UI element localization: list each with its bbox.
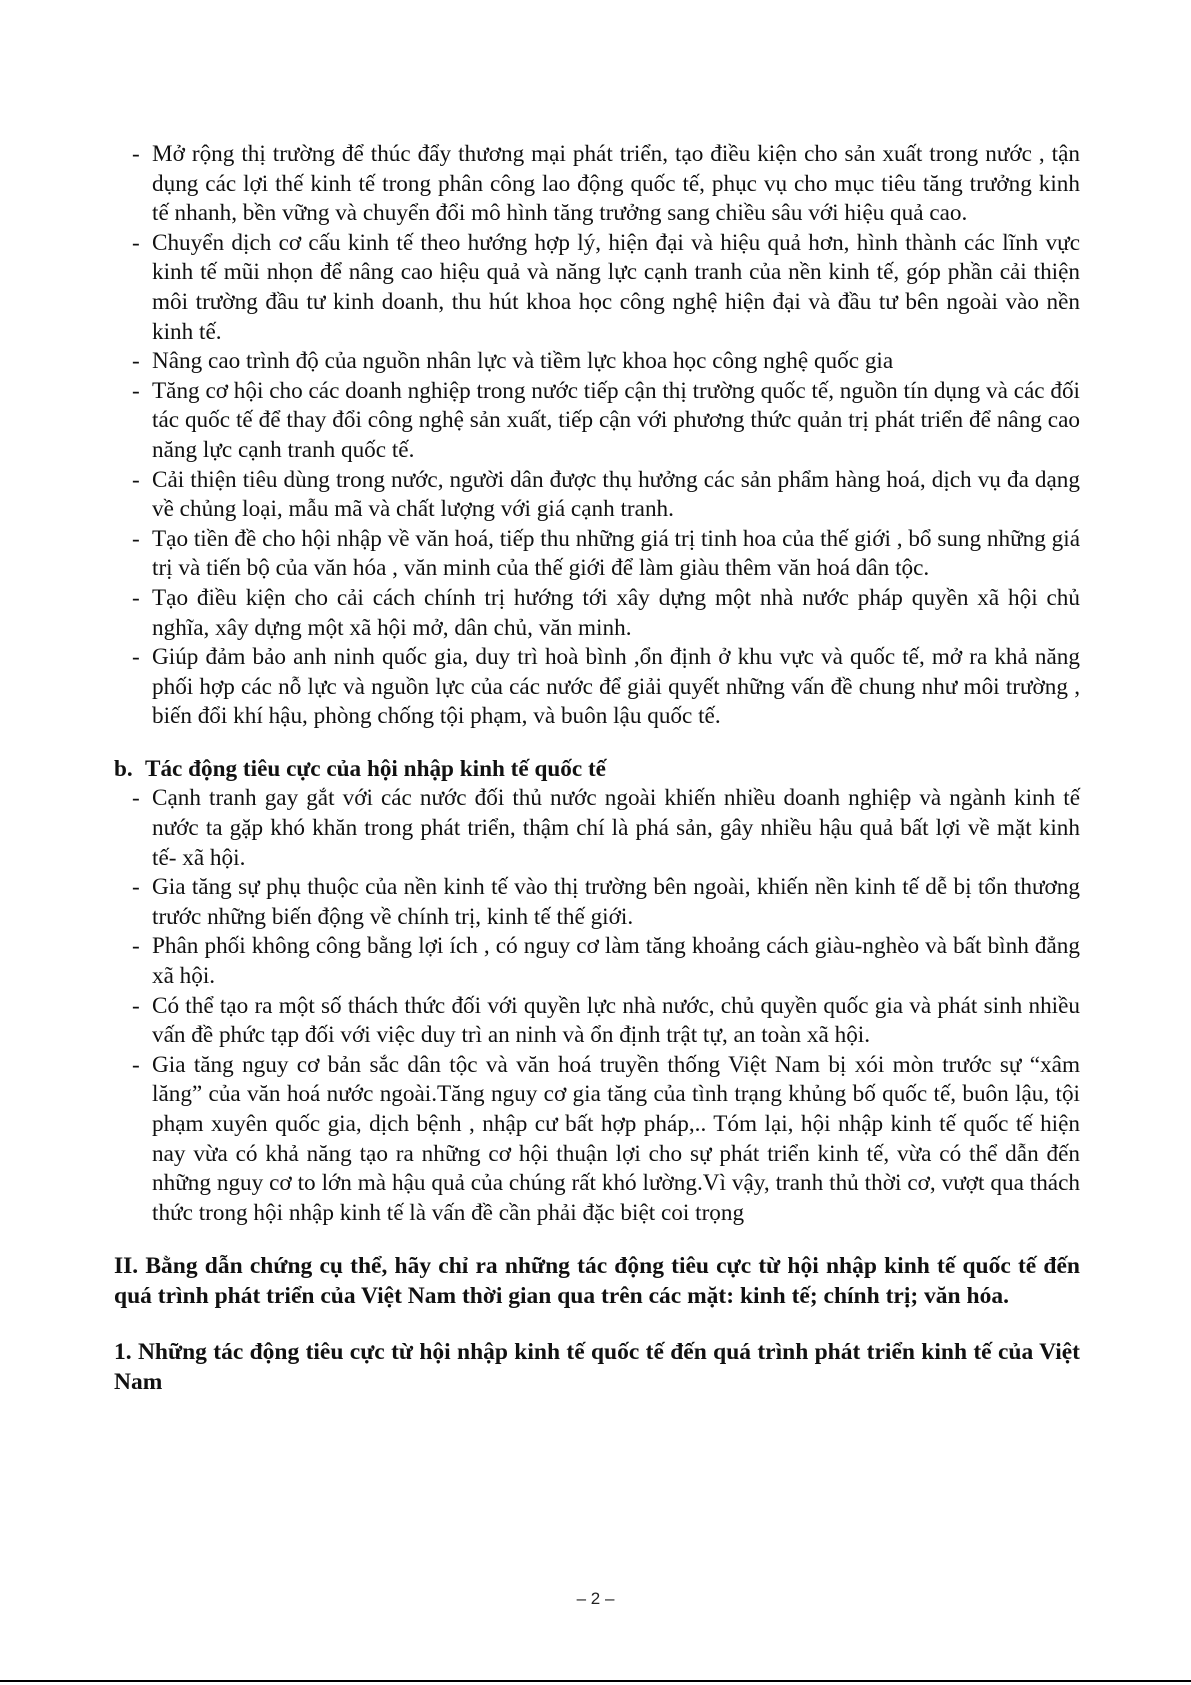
bullet-marker: - [132, 348, 140, 375]
list-item: - Tăng cơ hội cho các doanh nghiệp trong nước tiếp cận thị trường quốc tế, nguồn tín dụng và các đối tác quốc tế để thay đổi công nghệ sản xuất, tiếp cận với phương thức quản trị phát triển để nâng cao năng lực cạnh tranh quốc tế. [132, 377, 1080, 463]
list-item: - Cải thiện tiêu dùng trong nước, người dân được thụ hưởng các sản phẩm hàng hoá, dịch vụ đa dạng về chủng loại, mẫu mã và chất lượng với giá cạnh tranh. [132, 466, 1080, 523]
bullet-marker: - [132, 644, 140, 671]
list-item: - Gia tăng sự phụ thuộc của nền kinh tế vào thị trường bên ngoài, khiến nền kinh tế dễ bị tổn thương trước những biến động về chính trị, kinh tế thế giới. [132, 874, 1080, 930]
bullet-marker: - [132, 933, 140, 960]
bullet-marker: - [132, 141, 140, 167]
list-item: - Gia tăng nguy cơ bản sắc dân tộc và văn hoá truyền thống Việt Nam bị xói mòn trước sự “xâm lăng” của văn hoá nước ngoài.Tăng nguy cơ gia tăng của tình trạng khủng bố quốc tế, buôn lậu, tội phạm xuyên quốc gia, dịch bệnh , nhập cư bất hợp pháp,.. Tóm lại, hội nhập kinh tế quốc tế hiện nay vừa có khả năng tạo ra những cơ hội thuận lợi cho sự phát triển kinh tế, vừa có thể dẫn đến những nguy cơ to lớn mà hậu quả của chúng rất khó lường.Vì vậy, tranh thủ thời cơ, vượt qua thách thức trong hội nhập kinh tế là vấn đề cần phải đặc biệt coi trọng [132, 1051, 1080, 1226]
subsection-1-heading: 1. Những tác động tiêu cực từ hội nhập kinh tế quốc tế đến quá trình phát triển kinh tế của Việt Nam [114, 1338, 1080, 1395]
bottom-divider [0, 1680, 1191, 1682]
bullet-marker: - [132, 992, 140, 1019]
list-item: - Nâng cao trình độ của nguồn nhân lực và tiềm lực khoa học công nghệ quốc gia [114, 347, 1080, 377]
positive-effects-list [114, 140, 1080, 732]
bullet-marker: - [132, 785, 140, 812]
bullet-marker: - [132, 377, 140, 404]
list-item: - Phân phối không công bằng lợi ích , có nguy cơ làm tăng khoảng cách giàu-nghèo và bất bình đẳng xã hội. [132, 933, 1080, 990]
section-ii-heading: II. Bằng dẫn chứng cụ thể, hãy chỉ ra những tác động tiêu cực từ hội nhập kinh tế quốc tế đến quá trình phát triển của Việt Nam thời gian qua trên các mặt: kinh tế; chính trị; văn hóa. [114, 1253, 1080, 1310]
section-b-letter: b. [114, 755, 133, 782]
page-number: – 2 – [576, 1589, 615, 1608]
negative-effects-list [114, 784, 1080, 1228]
list-item: - Tạo điều kiện cho cải cách chính trị hướng tới xây dựng một nhà nước pháp quyền xã hội chủ nghĩa, xây dựng một xã hội mở, dân chủ, văn minh. [132, 584, 1080, 641]
bullet-marker: - [132, 229, 140, 256]
section-b-title: Tác động tiêu cực của hội nhập kinh tế quốc tế [145, 755, 606, 782]
list-item: - Tạo tiền đề cho hội nhập về văn hoá, tiếp thu những giá trị tinh hoa của thế giới , bổ sung những giá trị và tiến bộ của văn hóa , văn minh của thế giới để làm giàu thêm văn hoá dân tộc. [132, 525, 1080, 582]
list-item: - Chuyển dịch cơ cấu kinh tế theo hướng hợp lý, hiện đại và hiệu quả hơn, hình thành các lĩnh vực kinh tế mũi nhọn để nâng cao hiệu quả và năng lực cạnh tranh của nền kinh tế, góp phần cải thiện môi trường đầu tư kinh doanh, thu hút khoa học công nghệ hiện đại và đầu tư bên ngoài vào nền kinh tế. [132, 229, 1080, 345]
list-item: - Mở rộng thị trường để thúc đẩy thương mại phát triển, tạo điều kiện cho sản xuất trong nước , tận dụng các lợi thế kinh tế trong phân công lao động quốc tế, phục vụ cho mục tiêu tăng trưởng kinh tế nhanh, bền vững và chuyển đổi mô hình tăng trưởng sang chiều sâu với hiệu quả cao. [132, 141, 1080, 227]
bullet-marker: - [132, 525, 140, 552]
bullet-marker: - [132, 1051, 140, 1078]
document-body [114, 140, 1080, 1398]
bullet-marker: - [132, 874, 140, 901]
bullet-marker: - [132, 466, 140, 493]
section-b-heading [114, 755, 1080, 785]
list-item: - Có thể tạo ra một số thách thức đối với quyền lực nhà nước, chủ quyền quốc gia và phát sinh nhiều vấn đề phức tạp đối với việc duy trì an ninh và ổn định trật tự, an toàn xã hội. [132, 992, 1080, 1049]
list-item: - Giúp đảm bảo anh ninh quốc gia, duy trì hoà bình ,ổn định ở khu vực và quốc tế, mở ra khả năng phối hợp các nỗ lực và nguồn lực của các nước để giải quyết những vấn đề chung như môi trường , biến đổi khí hậu, phòng chống tội phạm, và buôn lậu quốc tế. [132, 644, 1080, 730]
list-item: - Cạnh tranh gay gắt với các nước đối thủ nước ngoài khiến nhiều doanh nghiệp và ngành kinh tế nước ta gặp khó khăn trong phát triển, thậm chí là phá sản, gây nhiều hậu quả bất lợi về mặt kinh tế- xã hội. [132, 785, 1080, 871]
bullet-marker: - [132, 584, 140, 611]
